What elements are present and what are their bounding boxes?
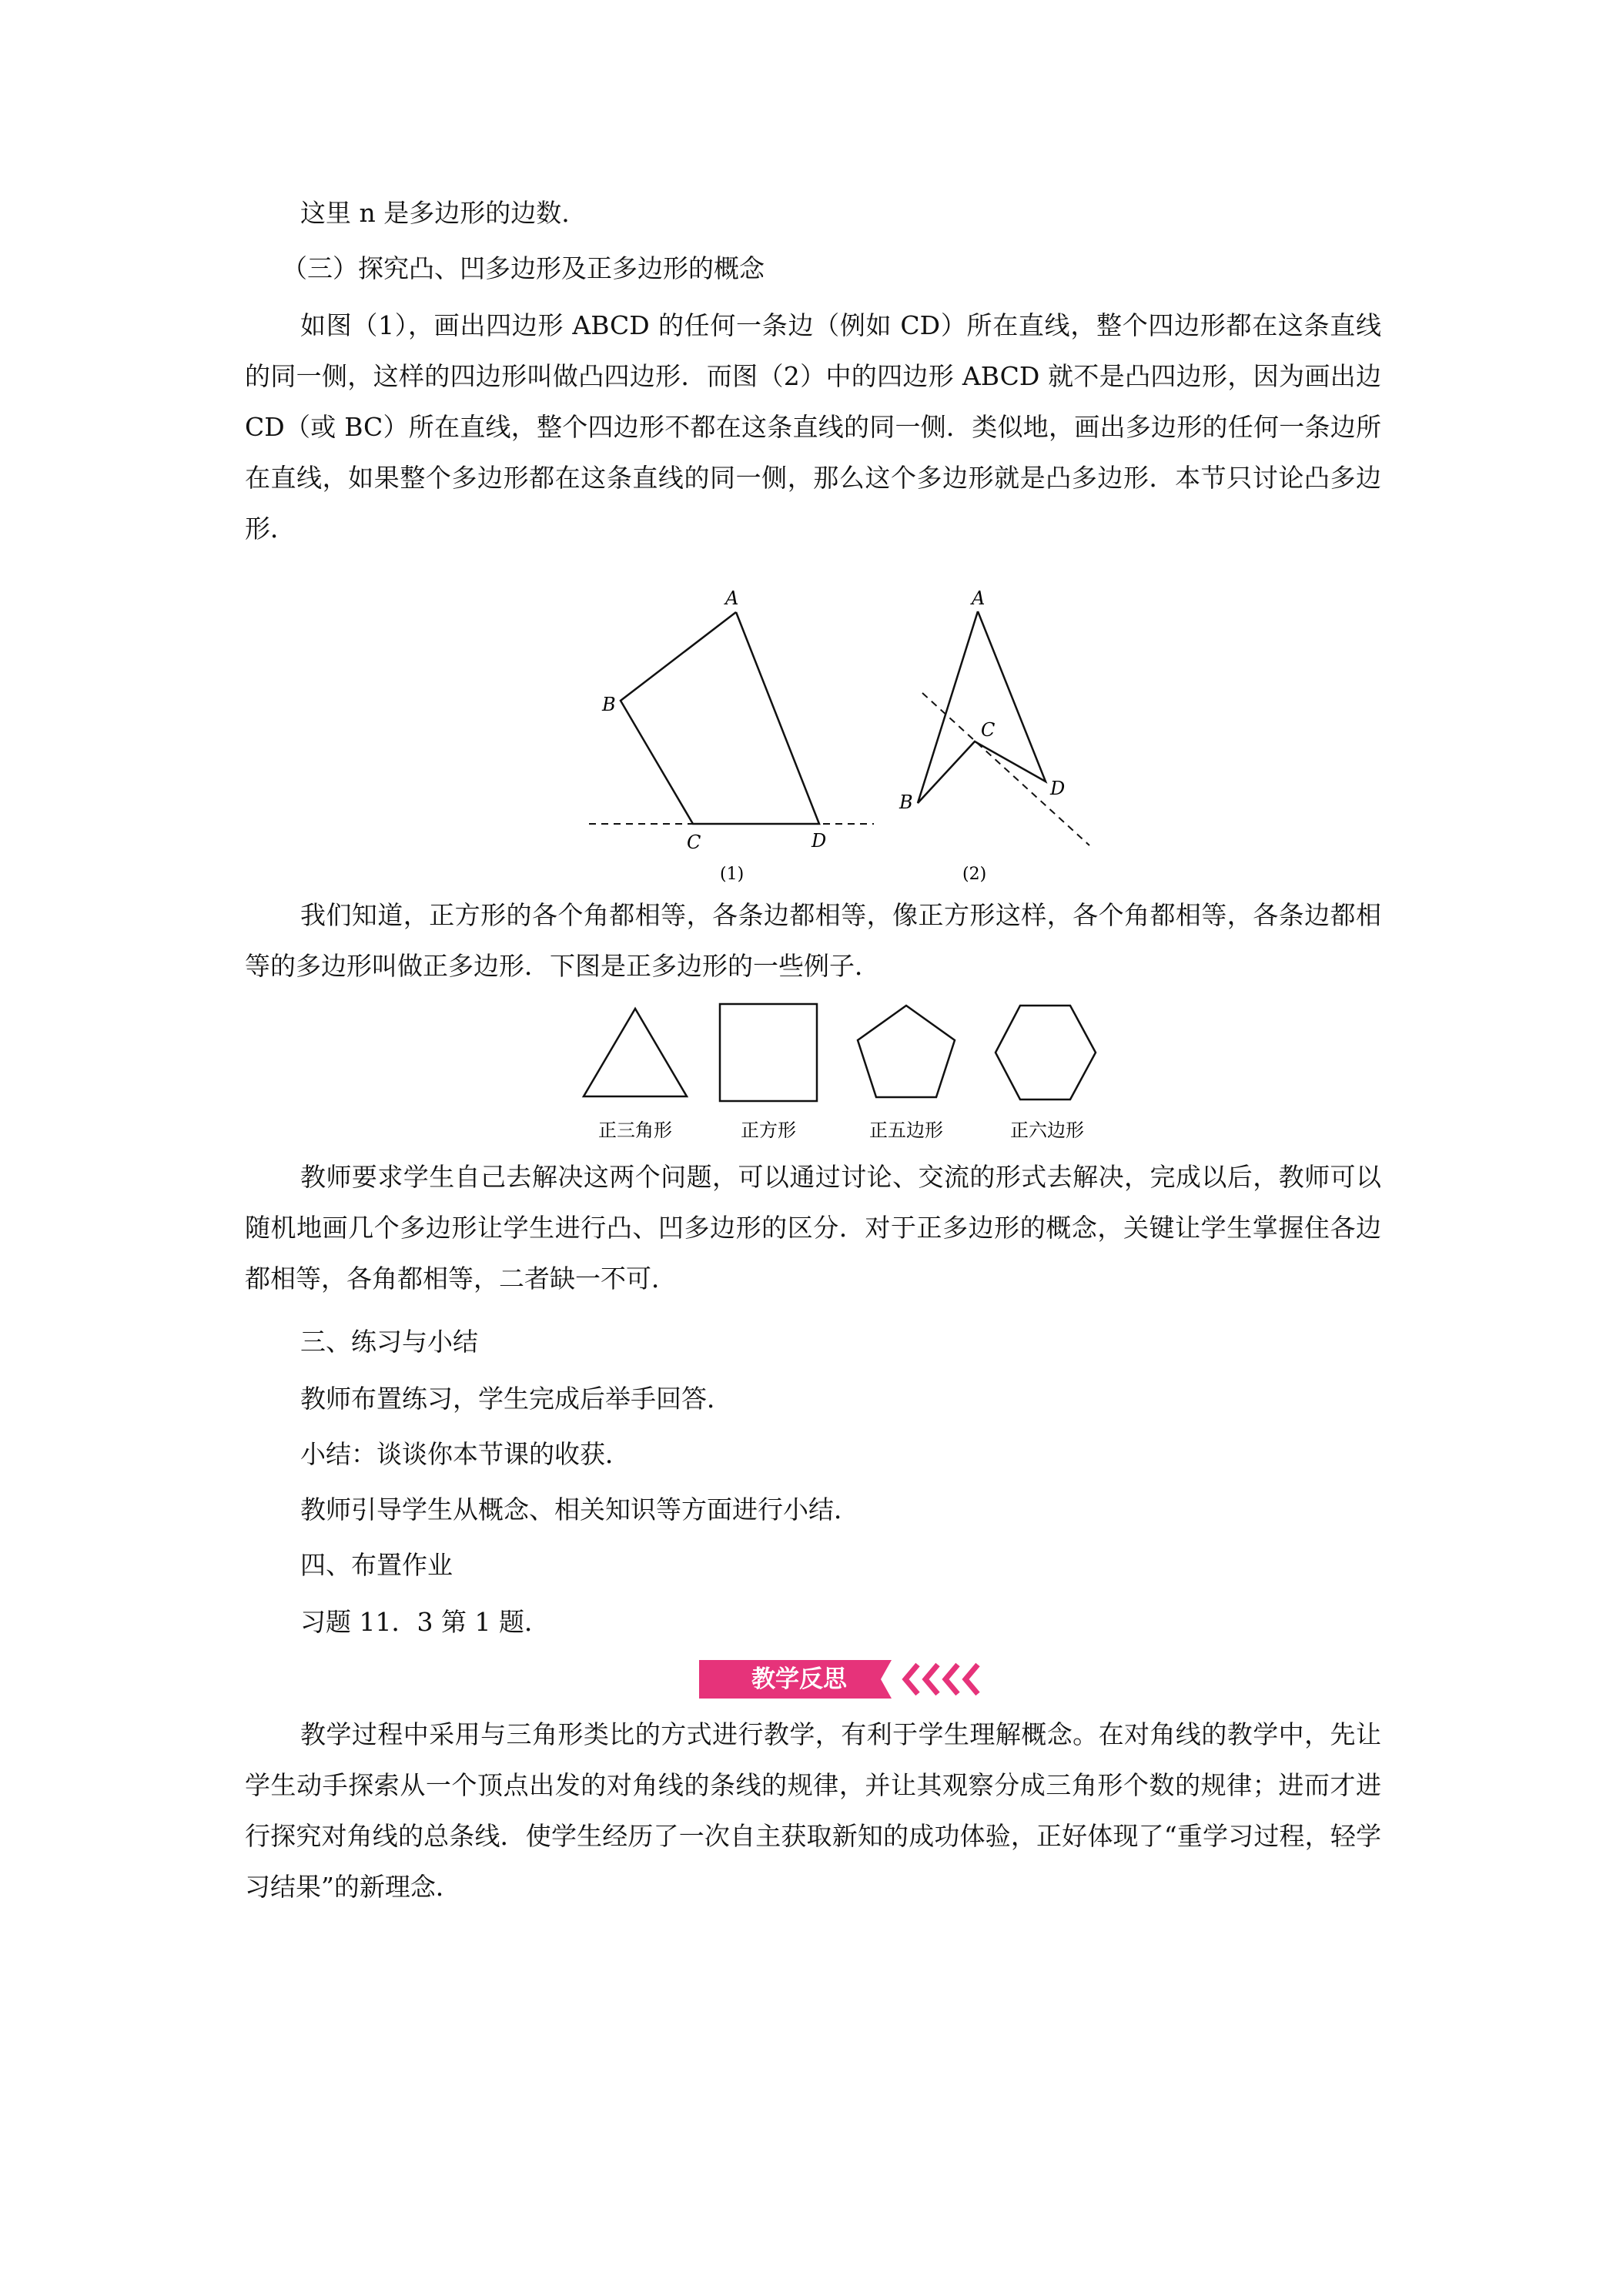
vertex-label-B: B (899, 792, 913, 813)
vertex-label-A: A (725, 587, 739, 609)
vertex-label-D: D (1050, 778, 1066, 799)
regular-polygon-examples (570, 993, 1124, 1147)
paragraph-homework: 习题 11．3 第 1 题． (300, 1607, 550, 1637)
paragraph-practice: 教师布置练习，学生完成后举手回答． (300, 1384, 732, 1414)
paragraph-summary-guidance: 教师引导学生从概念、相关知识等方面进行小结． (300, 1494, 859, 1525)
paragraph-convex-definition: 如图（1），画出四边形 ABCD 的任何一条边（例如 CD）所在直线，整个四边形都在这条直线的同一侧，这样的四边形叫做凸四边形．而图（2）中的四边形 ABCD 就不是凸四边形，因为画出边 CD（或 BC）所在直线，整个四边形不都在这条直线的同一侧．类似地，画出多边形的任何一条边所在直线，如果整个多边形都在这条直线的同一侧，那么这个多边形就是凸多边形．本节只讨论凸多边形． (245, 310, 1381, 544)
chevron-left-icon (925, 1665, 938, 1694)
heading-convex-concave: （三）探究凸、凹多边形及正多边形的概念 (282, 253, 765, 283)
figure-convex-quadrilateral (589, 587, 874, 884)
paragraph-summary: 小结：谈谈你本节课的收获． (300, 1439, 631, 1469)
label-regular-hexagon: 正六边形 (1010, 1120, 1084, 1141)
heading-homework: 四、布置作业 (300, 1550, 453, 1580)
heading-practice-summary: 三、练习与小结 (300, 1327, 478, 1357)
figure-caption-1: (1) (720, 865, 745, 884)
paragraph-teaching-reflection: 教学过程中采用与三角形类比的方式进行教学，有利于学生理解概念。在对角线的教学中，先让学生动手探索从一个顶点出发的对角线的条线的规律，并让其观察分成三角形个数的规律；进而才进行探究对角线的总条线．使学生经历了一次自主获取新知的成功体验，正好体现了“重学习过程，轻学习结果”的新理念． (245, 1719, 1381, 1902)
figure-caption-2: (2) (962, 865, 987, 884)
chevron-left-icon (905, 1665, 918, 1694)
vertex-label-B: B (602, 694, 616, 715)
paragraph-regular-polygon-definition: 我们知道，正方形的各个角都相等，各条边都相等，像正方形这样，各个角都相等，各条边都相等的多边形叫做正多边形．下图是正多边形的一些例子． (245, 900, 1381, 981)
chevron-left-icon (965, 1665, 978, 1694)
vertex-label-D: D (812, 830, 827, 852)
regular-pentagon-shape (858, 1006, 955, 1097)
label-square: 正方形 (741, 1120, 796, 1141)
square-shape (720, 1004, 817, 1101)
label-regular-pentagon: 正五边形 (869, 1120, 943, 1141)
quadrilateral-figures (570, 577, 1109, 885)
label-equilateral-triangle: 正三角形 (598, 1120, 672, 1141)
section-banner-title: 教学反思 (751, 1665, 847, 1693)
vertex-label-C: C (687, 832, 701, 853)
vertex-label-A: A (972, 587, 986, 609)
chevron-left-icon (945, 1665, 958, 1694)
regular-hexagon-shape (996, 1006, 1096, 1099)
figure-concave-quadrilateral (899, 587, 1089, 884)
vertex-label-C: C (981, 719, 996, 741)
paragraph-teacher-activity: 教师要求学生自己去解决这两个问题，可以通过讨论、交流的形式去解决，完成以后，教师可以随机地画几个多边形让学生进行凸、凹多边形的区分．对于正多边形的概念，关键让学生掌握住各边都相等，各角都相等，二者缺一不可． (245, 1162, 1381, 1294)
equilateral-triangle-shape (584, 1009, 687, 1096)
paragraph-polygon-sides: 这里 n 是多边形的边数. (300, 198, 570, 228)
